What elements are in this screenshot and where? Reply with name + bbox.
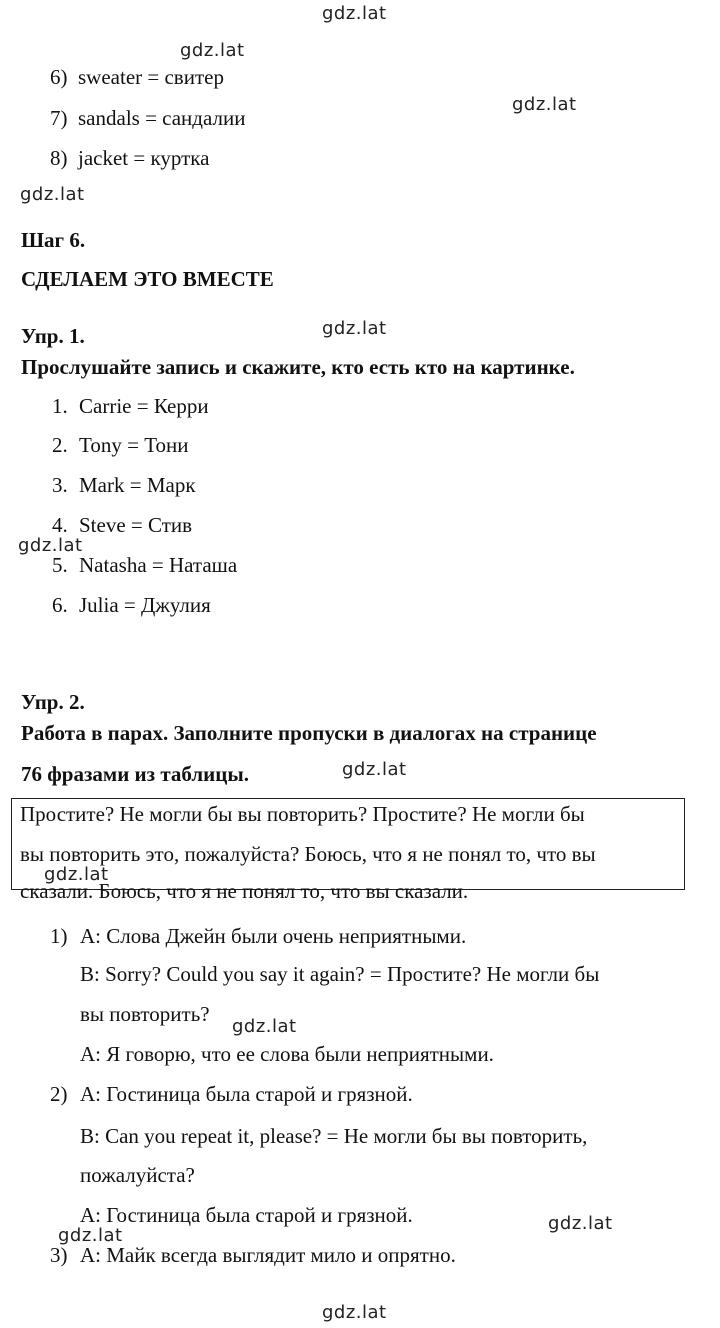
item-number: 8)	[50, 146, 68, 170]
watermark: gdz.lat	[180, 40, 245, 61]
dialog-line: B: Can you repeat it, please? = Не могли бы вы повторить,	[80, 1124, 588, 1148]
list-item	[50, 146, 210, 170]
watermark: gdz.lat	[322, 1302, 387, 1323]
step-title: Шаг 6.	[21, 228, 86, 252]
exercise-1-title: Упр. 1.	[21, 324, 85, 348]
item-number: 7)	[50, 106, 68, 130]
dialog-line: вы повторить?	[80, 1002, 210, 1026]
exercise-2-instruction-line-2: 76 фразами из таблицы.	[21, 762, 250, 786]
item-text: Steve = Стив	[79, 513, 193, 537]
exercise-1-instruction: Прослушайте запись и скажите, кто есть кто на картинке.	[21, 355, 575, 379]
dialog-number: 3)	[50, 1243, 68, 1267]
item-number: 1.	[52, 394, 68, 418]
box-line: Простите? Не могли бы вы повторить? Простите? Не могли бы	[20, 802, 585, 826]
dialog-number: 1)	[50, 924, 68, 948]
watermark: gdz.lat	[44, 864, 109, 885]
box-line: вы повторить это, пожалуйста? Боюсь, что я не понял то, что вы	[20, 842, 596, 866]
item-number: 5.	[52, 553, 68, 577]
item-number: 2.	[52, 433, 68, 457]
watermark: gdz.lat	[322, 318, 387, 339]
item-text: Tony = Тони	[79, 433, 189, 457]
list-item	[52, 394, 209, 418]
watermark: gdz.lat	[18, 535, 83, 556]
dialog-line: A: Я говорю, что ее слова были неприятными.	[80, 1042, 494, 1066]
item-text: sandals = сандалии	[78, 106, 246, 130]
item-text: sweater = свитер	[78, 65, 224, 89]
dialog-line: A: Слова Джейн были очень неприятными.	[80, 924, 467, 948]
dialog-line: A: Гостиница была старой и грязной.	[80, 1082, 413, 1106]
dialog-number: 2)	[50, 1082, 68, 1106]
list-item	[52, 593, 211, 617]
dialog-line: A: Майк всегда выглядит мило и опрятно.	[80, 1243, 456, 1267]
item-text: Carrie = Керри	[79, 394, 209, 418]
watermark: gdz.lat	[20, 184, 85, 205]
watermark: gdz.lat	[322, 3, 387, 24]
box-line: сказали. Боюсь, что я не понял то, что вы сказали.	[20, 879, 469, 903]
item-number: 4.	[52, 513, 68, 537]
item-number: 6)	[50, 65, 68, 89]
list-item	[52, 513, 193, 537]
list-item	[50, 106, 246, 130]
dialog-line: пожалуйста?	[80, 1163, 195, 1187]
dialog-line: A: Гостиница была старой и грязной.	[80, 1203, 413, 1227]
item-number: 6.	[52, 593, 68, 617]
item-text: jacket = куртка	[78, 146, 210, 170]
item-text: Julia = Джулия	[79, 593, 211, 617]
watermark: gdz.lat	[548, 1213, 613, 1234]
item-text: Mark = Марк	[79, 473, 196, 497]
watermark: gdz.lat	[342, 759, 407, 780]
list-item	[50, 65, 224, 89]
dialog-line: B: Sorry? Could you say it again? = Простите? Не могли бы	[80, 962, 600, 986]
exercise-2-instruction-line-1: Работа в парах. Заполните пропуски в диалогах на странице	[21, 721, 597, 745]
watermark: gdz.lat	[232, 1016, 297, 1037]
watermark: gdz.lat	[58, 1225, 123, 1246]
exercise-2-title: Упр. 2.	[21, 690, 85, 714]
watermark: gdz.lat	[512, 94, 577, 115]
item-number: 3.	[52, 473, 68, 497]
item-text: Natasha = Наташа	[79, 553, 238, 577]
list-item	[52, 433, 189, 457]
list-item	[52, 473, 196, 497]
list-item	[52, 553, 238, 577]
section-title: СДЕЛАЕМ ЭТО ВМЕСТЕ	[21, 267, 274, 291]
phrases-box	[11, 798, 685, 903]
